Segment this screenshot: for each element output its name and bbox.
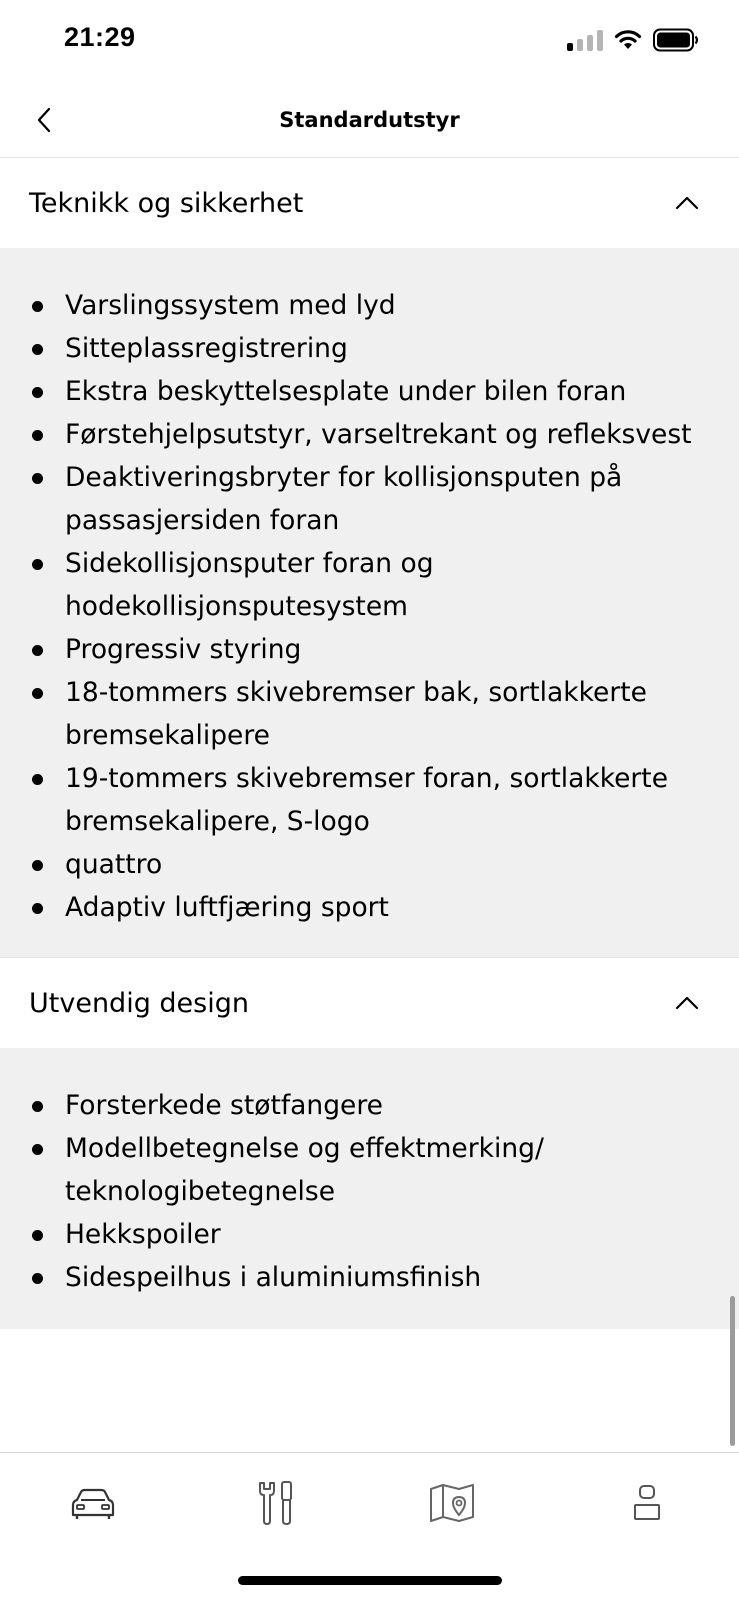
list-item: Adaptiv luftfjæring sport [0,886,739,929]
scrollbar[interactable] [730,1296,735,1446]
list-item: Varslingssystem med lyd [0,284,739,327]
content-list [0,158,739,1329]
tab-service[interactable] [246,1477,306,1529]
cellular-signal-icon [567,29,603,51]
section-header-utvendig[interactable] [0,958,739,1048]
status-bar [0,0,739,84]
chevron-up-icon [673,991,701,1015]
status-icons [567,27,699,53]
wifi-icon [613,29,643,51]
tools-icon [254,1479,298,1527]
section-body-utvendig [0,1048,739,1329]
tab-navigation[interactable] [422,1477,482,1529]
tab-vehicle[interactable] [63,1477,123,1529]
list-item: 19-tommers skivebremser foran, sortlakkerte bremsekalipere, S-logo [0,757,739,843]
list-item: Sidekollisjonsputer foran og hodekollisjonsputesystem [0,542,739,628]
home-indicator[interactable] [238,1576,502,1585]
section-title: Teknikk og sikkerhet [29,187,304,219]
list-item: Hekkspoiler [0,1213,739,1256]
list-item: Ekstra beskyttelsesplate under bilen foran [0,370,739,413]
tab-profile[interactable] [617,1477,677,1529]
status-time: 21:29 [64,22,136,52]
list-item: Forsterkede støtfangere [0,1084,739,1127]
person-icon [631,1483,663,1523]
car-icon [69,1485,117,1521]
section-title: Utvendig design [29,987,249,1019]
list-item: Deaktiveringsbryter for kollisjonsputen på passasjersiden foran [0,456,739,542]
navigation-bar [0,84,739,158]
battery-icon [653,28,699,52]
chevron-up-icon [673,191,701,215]
section-body-teknikk [0,248,739,957]
map-icon [428,1481,476,1525]
list-item: quattro [0,843,739,886]
list-item: Progressiv styring [0,628,739,671]
list-item: Sitteplassregistrering [0,327,739,370]
list-item: Modellbetegnelse og effektmerking/ teknologibetegnelse [0,1127,739,1213]
list-item: 18-tommers skivebremser bak, sortlakkerte bremsekalipere [0,671,739,757]
list-item: Førstehjelpsutstyr, varseltrekant og refleksvest [0,413,739,456]
page-title: Standardutstyr [279,108,460,132]
list-item: Sidespeilhus i aluminiumsfinish [0,1256,739,1299]
section-header-teknikk[interactable] [0,158,739,248]
